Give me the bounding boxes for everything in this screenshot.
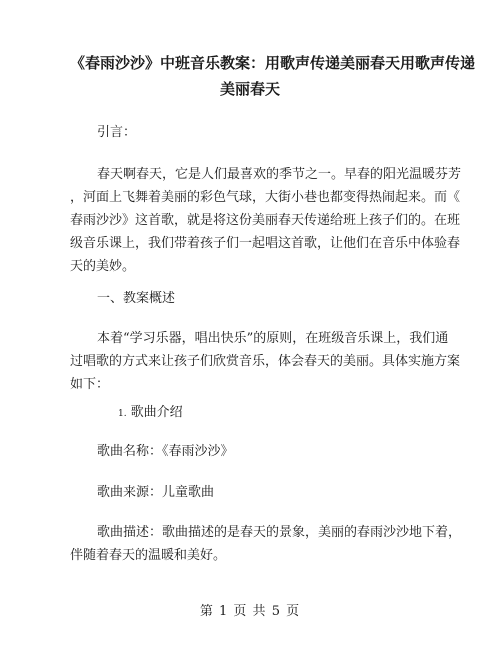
- intro-line-4: 级音乐课上，我们带着孩子们一起唱这首歌，让他们在音乐中体验春: [70, 236, 461, 251]
- page-number-footer: 第 1 页 共 5 页: [199, 604, 301, 619]
- intro-line-5: 天的美妙。: [70, 259, 136, 274]
- title-line-1: 《春雨沙沙》中班音乐教案：用歌声传递美丽春天用歌声传递: [70, 54, 476, 72]
- song-description: [70, 521, 462, 567]
- song-desc-line-1: 歌曲描述：歌曲描述的是春天的景象，美丽的春雨沙沙地下着，: [97, 525, 462, 540]
- intro-line-2: ，河面上飞舞着美丽的彩色气球，大街小巷也都变得热闹起来。而《: [70, 190, 461, 205]
- section1-paragraph: [70, 327, 461, 396]
- document-title: [70, 50, 476, 102]
- intro-heading: 引言：: [97, 125, 137, 140]
- section1-line-1: 本着“学习乐器，唱出快乐”的原则，在班级音乐课上，我们通: [97, 331, 449, 346]
- section1-line-3: 如下：: [70, 377, 110, 392]
- title-line-2: 美丽春天: [219, 80, 280, 98]
- song-desc-line-2: 伴随着春天的温暖和美好。: [70, 548, 227, 563]
- intro-line-3: 春雨沙沙》这首歌，就是将这份美丽春天传递给班上孩子们的。在班: [70, 213, 461, 228]
- intro-line-1: 春天啊春天，它是人们最喜欢的季节之一。早春的阳光温暖芬芳: [97, 167, 462, 182]
- item1-title: 歌曲介绍: [130, 405, 183, 420]
- section1-heading: 一、教案概述: [97, 291, 176, 306]
- song-name: 歌曲名称：《春雨沙沙》: [97, 444, 234, 459]
- intro-paragraph: [70, 163, 462, 278]
- item1-number: 1.: [118, 409, 127, 419]
- section1-line-2: 过唱歌的方式来让孩子们欣赏音乐，体会春天的美丽。具体实施方案: [70, 354, 461, 369]
- item1-heading: [118, 401, 183, 426]
- song-source: 歌曲来源：儿童歌曲: [97, 485, 215, 500]
